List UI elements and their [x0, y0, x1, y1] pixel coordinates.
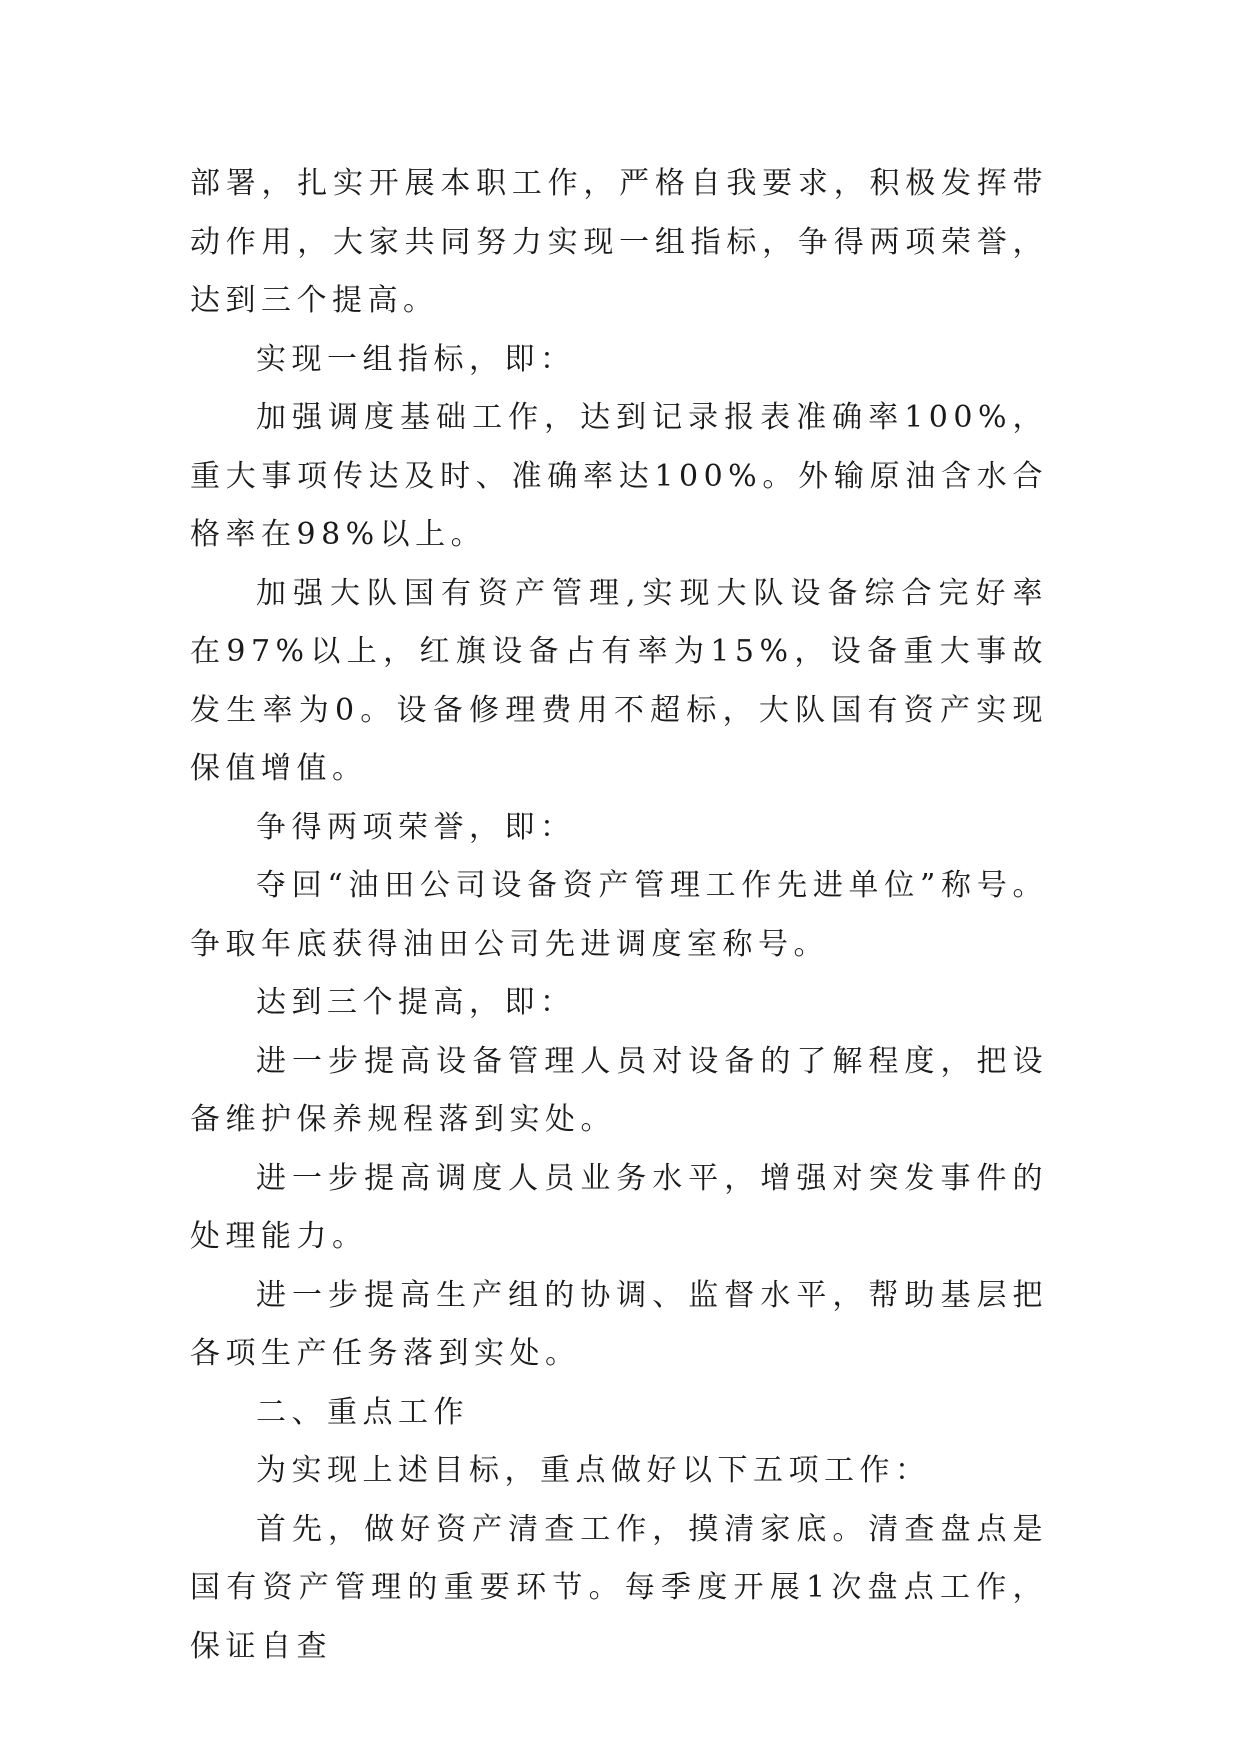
paragraph-13: 首先，做好资产清查工作，摸清家底。清查盘点是国有资产管理的重要环节。每季度开展1次盘点工作，保证自查: [190, 1511, 1048, 1664]
paragraph-5: 争得两项荣誉，即：: [256, 809, 576, 845]
paragraph-7: 达到三个提高，即：: [256, 985, 576, 1020]
paragraph-8: 进一步提高设备管理人员对设备的了解程度，把设备维护保养规程落到实处。: [190, 1043, 1048, 1137]
paragraph-9: 进一步提高调度人员业务水平，增强对突发事件的处理能力。: [190, 1160, 1048, 1254]
document-body: [190, 155, 1048, 1676]
paragraph-6: 夺回“油田公司设备资产管理工作先进单位”称号。争取年底获得油田公司先进调度室称号。: [190, 868, 1048, 962]
paragraph-10: 进一步提高生产组的协调、监督水平，帮助基层把各项生产任务落到实处。: [190, 1277, 1048, 1371]
paragraph-4: 加强大队国有资产管理,实现大队设备综合完好率在97%以上，红旗设备占有率为15%，设备重大事故发生率为0。设备修理费用不超标，大队国有资产实现保值增值。: [190, 575, 1048, 786]
paragraph-2: 实现一组指标，即：: [256, 341, 576, 377]
paragraph-12: 为实现上述目标，重点做好以下五项工作：: [256, 1453, 931, 1488]
section-heading-key-work: 二、重点工作: [256, 1394, 469, 1430]
paragraph-1: 部署，扎实开展本职工作，严格自我要求，积极发挥带动作用，大家共同努力实现一组指标，争得两项荣誉，达到三个提高。: [190, 166, 1048, 318]
paragraph-3: 加强调度基础工作，达到记录报表准确率100%，重大事项传达及时、准确率达100%。外输原油含水合格率在98%以上。: [190, 400, 1048, 552]
